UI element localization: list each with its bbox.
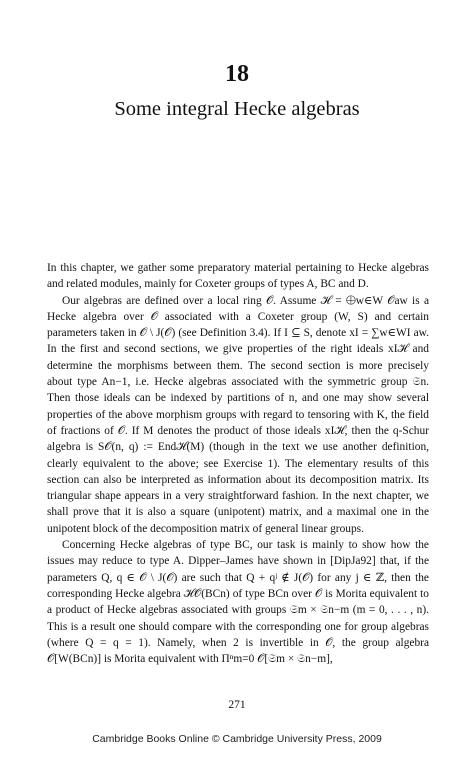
page-number: 271 <box>228 699 246 711</box>
footer-copyright: Cambridge Books Online © Cambridge University Press, 2009 <box>92 733 382 745</box>
paragraph-type-bc: Concerning Hecke algebras of type BC, our task is mainly to show how the issues may reduce to type A. Dipper–James have shown in [DipJa92] that, if the parameters Q, q ∈ 𝒪 \ J(𝒪) are such that Q + qʲ ∉ J(𝒪) for any j ∈ ℤ, then the corresponding Hecke algebra ℋ𝒪(BCn) of type BCn over 𝒪 is Morita equivalent to a product of Hecke algebras associated with groups 𝔖m × 𝔖n−m (m = 0, . . . , n). This is a result one should compare with the corresponding one for group algebras (where Q = q = 1). Namely, when 2 is invertible in 𝒪, the group algebra 𝒪[W(BCn)] is Morita equivalent with Πⁿm=0 𝒪[𝔖m × 𝔖n−m], <box>47 539 429 666</box>
chapter-number: 18 <box>225 61 249 87</box>
chapter-title: Some integral Hecke algebras <box>114 98 360 120</box>
paragraph-intro: In this chapter, we gather some preparatory material pertaining to Hecke algebras and related modules, mainly for Coxeter groups of types A, BC and D. <box>47 262 429 291</box>
body-text <box>47 260 429 667</box>
paragraph-algebras: Our algebras are defined over a local ring 𝒪. Assume ℋ = ⨁w∈W 𝒪aw is a Hecke algebra over 𝒪 associated with a Coxeter group (W, S) and certain parameters taken in 𝒪 \ J(𝒪) (see Definition 3.4). If I ⊆ S, denote xI = ∑w∈WI aw. In the first and second sections, we give properties of the right ideals xIℋ and determine the morphisms between them. The second section is more precisely about type An−1, i.e. Hecke algebras associated with the symmetric group 𝔖n. Then those ideals can be indexed by partitions of n, and one may show several properties of the above morphism groups with regard to tensoring with K, the field of fractions of 𝒪. If M denotes the product of those ideals xIℋ, then the q-Schur algebra is S𝒪(n, q) := Endℋ(M) (though in the text we use another definition, clearly equivalent to the above; see Exercise 1). The elementary results of this section can also be interpreted as information about its decomposition matrix. Its triangular shape appears in a very straightforward fashion. In the next chapter, we shall prove that it is also a square (unipotent) matrix, and a maximal one in the unipotent block of the decomposition matrix of general linear groups. <box>47 294 429 535</box>
